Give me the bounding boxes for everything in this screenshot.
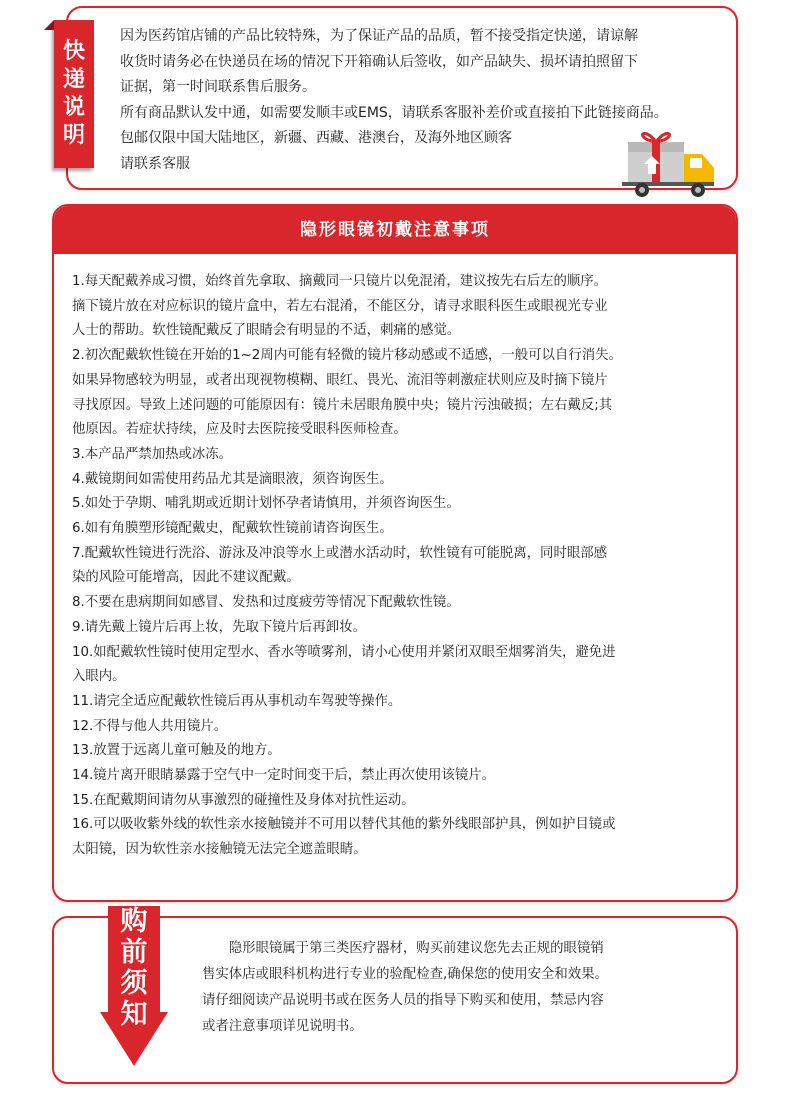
notice-line: 8.不要在患病期间如感冒、发热和过度疲劳等情况下配戴软性镜。 — [72, 595, 460, 611]
purchase-tag — [104, 906, 164, 1030]
notice-line: 16.可以吸收紫外线的软性亲水接触镜并不可用以替代其他的紫外线眼部护具，例如护目镜或 — [72, 817, 616, 833]
shipping-tag — [54, 20, 94, 168]
purchase-line: 隐形眼镜属于第三类医疗器材，购买前建议您先去正规的眼镜销 — [228, 941, 604, 956]
notice-line: 9.请先戴上镜片后再上妆，先取下镜片后再卸妆。 — [72, 619, 366, 635]
notice-line: 6.如有角膜塑形镜配戴史，配戴软性镜前请咨询医生。 — [72, 521, 393, 537]
lens-notice-body — [72, 270, 728, 863]
notice-line: 12.不得与他人共用镜片。 — [72, 718, 228, 734]
notice-line: 4.戴镜期间如需使用药品尤其是滴眼液，须咨询医生。 — [72, 471, 393, 487]
notice-line: 寻找原因。导致上述问题的可能原因有：镜片未居眼角膜中央；镜片污浊破损；左右戴反;其 — [72, 397, 613, 413]
notice-line: 14.镜片离开眼睛暴露于空气中一定时间变干后，禁止再次使用该镜片。 — [72, 768, 496, 784]
purchase-tag-char: 前 — [120, 937, 148, 968]
notice-line: 入眼内。 — [72, 669, 126, 685]
shipping-line: 因为医药馆店铺的产品比较特殊，为了保证产品的品质，暂不接受指定快递，请谅解 — [120, 28, 638, 44]
purchase-line: 或者注意事项详见说明书。 — [202, 1019, 363, 1034]
shipping-tag-char: 说 — [62, 95, 85, 120]
shipping-tag-char: 递 — [62, 67, 85, 92]
shipping-line: 请联系客服 — [120, 155, 190, 172]
notice-line: 摘下镜片放在对应标识的镜片盒中，若左右混淆，不能区分，请寻求眼科医生或眼视光专业 — [72, 298, 608, 314]
notice-line: 3.本产品严禁加热或冰冻。 — [72, 446, 233, 462]
lens-notice-panel — [52, 204, 738, 902]
notice-line: 染的风险可能增高，因此不建议配戴。 — [72, 570, 300, 586]
shipping-line: 证据，第一时间联系售后服务。 — [120, 79, 316, 95]
purchase-tag-char: 购 — [120, 906, 148, 937]
purchase-tag-char: 知 — [120, 999, 148, 1030]
notice-line: 5.如处于孕期、哺乳期或近期计划怀孕者请慎用，并须咨询医生。 — [72, 496, 460, 512]
purchase-notice-text — [202, 936, 722, 1040]
notice-line: 10.如配戴软性镜时使用定型水、香水等喷雾剂，请小心使用并紧闭双眼至烟雾消失，避免进 — [72, 644, 616, 660]
notice-line: 他原因。若症状持续，应及时去医院接受眼科医师检查。 — [72, 422, 407, 438]
notice-line: 太阳镜，因为软性亲水接触镜无法完全遮盖眼睛。 — [72, 842, 367, 858]
purchase-tag-char: 须 — [120, 968, 148, 999]
purchase-line: 请仔细阅读产品说明书或在医务人员的指导下购买和使用，禁忌内容 — [202, 993, 604, 1008]
notice-line: 如果异物感较为明显，或者出现视物模糊、眼红、畏光、流泪等刺激症状则应及时摘下镜片 — [72, 372, 608, 388]
gift-truck-icon — [622, 120, 718, 200]
notice-line: 13.放置于远离儿童可触及的地方。 — [72, 743, 281, 759]
purchase-line: 售实体店或眼科机构进行专业的验配检查,确保您的使用安全和效果。 — [202, 967, 608, 982]
notice-line: 1.每天配戴养成习惯，始终首先拿取、摘戴同一只镜片以免混淆，建议按先右后左的顺序。 — [72, 274, 608, 289]
shipping-tag-char: 快 — [62, 39, 85, 64]
notice-line: 7.配戴软性镜进行洗浴、游泳及冲浪等水上或潜水活动时，软性镜有可能脱离，同时眼部感 — [72, 545, 608, 561]
shipping-tag-char: 明 — [62, 123, 85, 148]
notice-line: 2.初次配戴软性镜在开始的1~2周内可能有轻微的镜片移动感或不适感，一般可以自行消失。 — [72, 348, 622, 364]
shipping-line: 包邮仅限中国大陆地区，新疆、西藏、港澳台，及海外地区顾客 — [120, 130, 512, 146]
shipping-line: 所有商品默认发中通，如需要发顺丰或EMS，请联系客服补差价或直接拍下此链接商品。 — [120, 104, 668, 121]
shipping-line: 收货时请务必在快递员在场的情况下开箱确认后签收，如产品缺失、损坏请拍照留下 — [120, 53, 638, 70]
notice-line: 15.在配戴期间请勿从事激烈的碰撞性及身体对抗性运动。 — [72, 792, 415, 808]
notice-line: 人士的帮助。软性镜配戴反了眼睛会有明显的不适，刺痛的感觉。 — [72, 323, 461, 339]
lens-notice-title: 隐形眼镜初戴注意事项 — [54, 206, 736, 254]
notice-line: 11.请完全适应配戴软性镜后再从事机动车驾驶等操作。 — [72, 693, 402, 709]
